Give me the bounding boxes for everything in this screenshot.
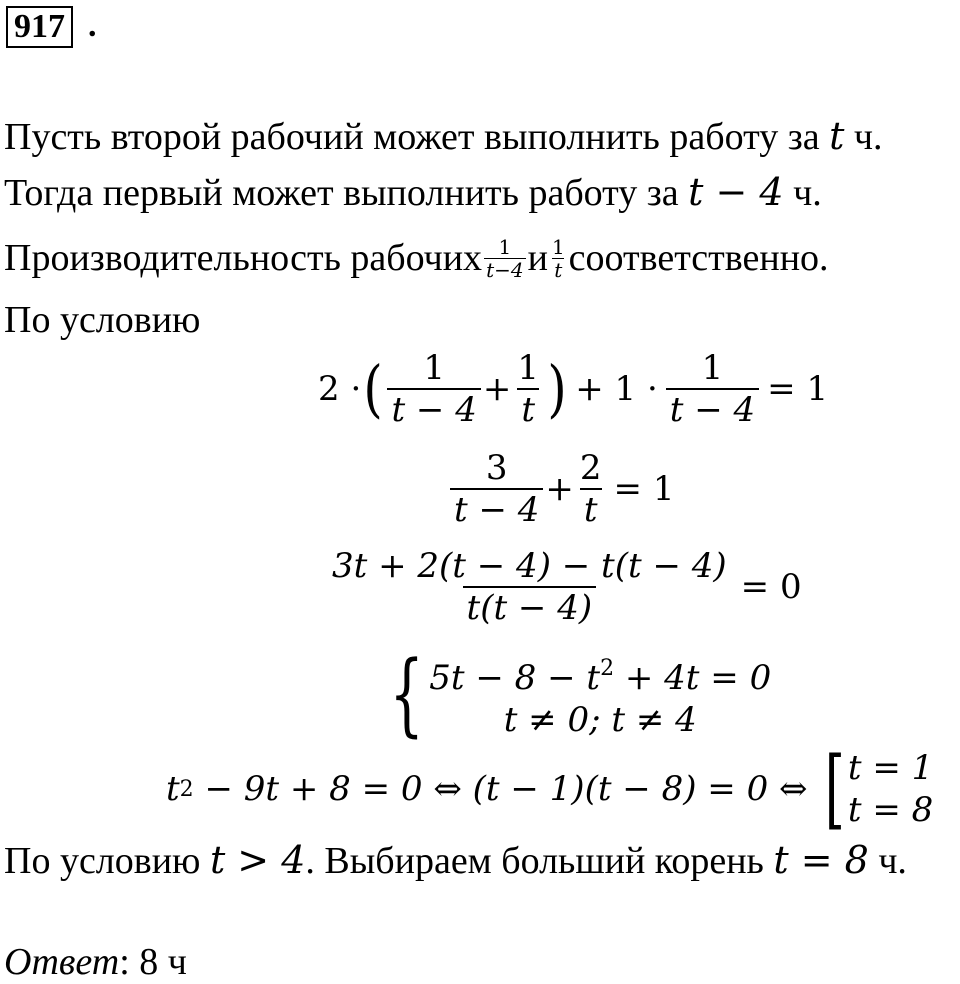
eq1-fraction-1 bbox=[387, 348, 480, 430]
eq5-root-2: t = 8 bbox=[847, 790, 934, 830]
eq1-fraction-3 bbox=[666, 348, 759, 430]
text-line-2 bbox=[4, 170, 822, 215]
eq1-plus: + bbox=[482, 369, 512, 409]
problem-number: 917 bbox=[6, 6, 73, 48]
roots-rows bbox=[848, 747, 933, 831]
system-row-1-a: 5t − 8 − t bbox=[429, 658, 601, 698]
system-row-1 bbox=[429, 648, 771, 699]
eq2-fraction-1 bbox=[450, 448, 543, 530]
eq1-f3-num: 1 bbox=[701, 348, 724, 388]
eq3-den: t(t − 4) bbox=[463, 586, 597, 628]
text-line-3-body: Производительность рабочих bbox=[4, 237, 483, 279]
productivity-fraction-2-den: t bbox=[554, 257, 563, 282]
conclusion-mid: . Выбираем больший корень bbox=[305, 840, 774, 882]
conclusion-line bbox=[4, 838, 907, 883]
eq5-roots bbox=[818, 739, 934, 839]
problem-number-dot: . bbox=[88, 7, 97, 44]
eq2-f2-den: t bbox=[580, 488, 602, 530]
conclusion-root: t = 8 bbox=[773, 838, 869, 882]
conclusion-cond: t > 4 bbox=[209, 838, 306, 882]
text-line-1-tail: ч. bbox=[844, 116, 883, 158]
eq2-f1-num: 3 bbox=[485, 448, 508, 488]
eq2-plus: + bbox=[545, 469, 574, 509]
eq1-coef: 2 · bbox=[318, 369, 362, 409]
text-line-3-tail: соответственно. bbox=[568, 237, 829, 279]
eq3-fraction bbox=[328, 546, 731, 628]
roots-bracket-icon: [ bbox=[825, 739, 846, 839]
eq1-fraction-2 bbox=[513, 348, 543, 430]
productivity-fraction-1-num: 1 bbox=[498, 234, 512, 259]
text-line-2-expr: t − 4 bbox=[688, 170, 784, 214]
text-line-4: По условию bbox=[4, 299, 201, 341]
eq2-fraction-2 bbox=[576, 448, 606, 530]
system-row-2: t ≠ 0; t ≠ 4 bbox=[503, 700, 697, 740]
eq5-lhs-b: − 9t + 8 = 0 ⇔ (t − 1)(t − 8) = 0 ⇔ bbox=[193, 769, 819, 809]
text-line-2-tail: ч. bbox=[783, 172, 822, 214]
text-line-3-and: и bbox=[527, 237, 548, 279]
eq5-lhs-sup: 2 bbox=[179, 776, 194, 802]
eq2-f1-den: t − 4 bbox=[450, 488, 543, 530]
eq1-f1-num: 1 bbox=[423, 348, 445, 388]
text-line-1 bbox=[4, 114, 882, 159]
eq5-root-1: t = 1 bbox=[847, 748, 934, 788]
equation-system bbox=[378, 641, 772, 747]
system-brace-icon: { bbox=[389, 641, 424, 747]
eq1-right-paren: ) bbox=[547, 352, 567, 425]
text-line-1-body: Пусть второй рабочий может выполнить работу за bbox=[4, 116, 830, 158]
answer-label: Ответ bbox=[4, 941, 120, 983]
conclusion-start: По условию bbox=[4, 840, 210, 882]
eq3-num: 3t + 2(t − 4) − t(t − 4) bbox=[332, 546, 727, 586]
eq5-lhs-a: t bbox=[166, 769, 180, 809]
productivity-fraction-2 bbox=[550, 236, 567, 281]
eq1-mid: + 1 · bbox=[575, 369, 658, 409]
productivity-fraction-1 bbox=[484, 236, 526, 281]
system-row-1-b: + 4t = 0 bbox=[614, 658, 772, 698]
eq3-rhs: = 0 bbox=[740, 567, 802, 607]
text-line-3 bbox=[4, 226, 829, 290]
system-row-1-sup: 2 bbox=[600, 656, 615, 681]
productivity-fraction-2-num: 1 bbox=[551, 234, 565, 259]
equation-3 bbox=[326, 546, 802, 628]
eq1-left-paren: ( bbox=[363, 352, 384, 425]
answer-line bbox=[4, 940, 187, 984]
productivity-fraction-1-den: t−4 bbox=[486, 257, 524, 282]
eq1-f1-den: t − 4 bbox=[387, 388, 480, 430]
answer-value: : 8 ч bbox=[119, 941, 187, 983]
eq1-f2-den: t bbox=[517, 388, 539, 430]
eq2-f2-num: 2 bbox=[579, 448, 602, 488]
equation-5 bbox=[166, 739, 934, 839]
equation-1 bbox=[318, 348, 828, 430]
eq1-rhs: = 1 bbox=[767, 369, 829, 409]
system-rows bbox=[429, 648, 771, 741]
eq1-f2-num: 1 bbox=[517, 348, 539, 388]
text-line-2-body: Тогда первый может выполнить работу за bbox=[4, 172, 689, 214]
eq1-f3-den: t − 4 bbox=[666, 388, 759, 430]
eq2-rhs: = 1 bbox=[613, 469, 675, 509]
text-line-1-var: t bbox=[829, 114, 845, 158]
conclusion-tail: ч. bbox=[868, 840, 907, 882]
equation-2 bbox=[448, 448, 674, 530]
